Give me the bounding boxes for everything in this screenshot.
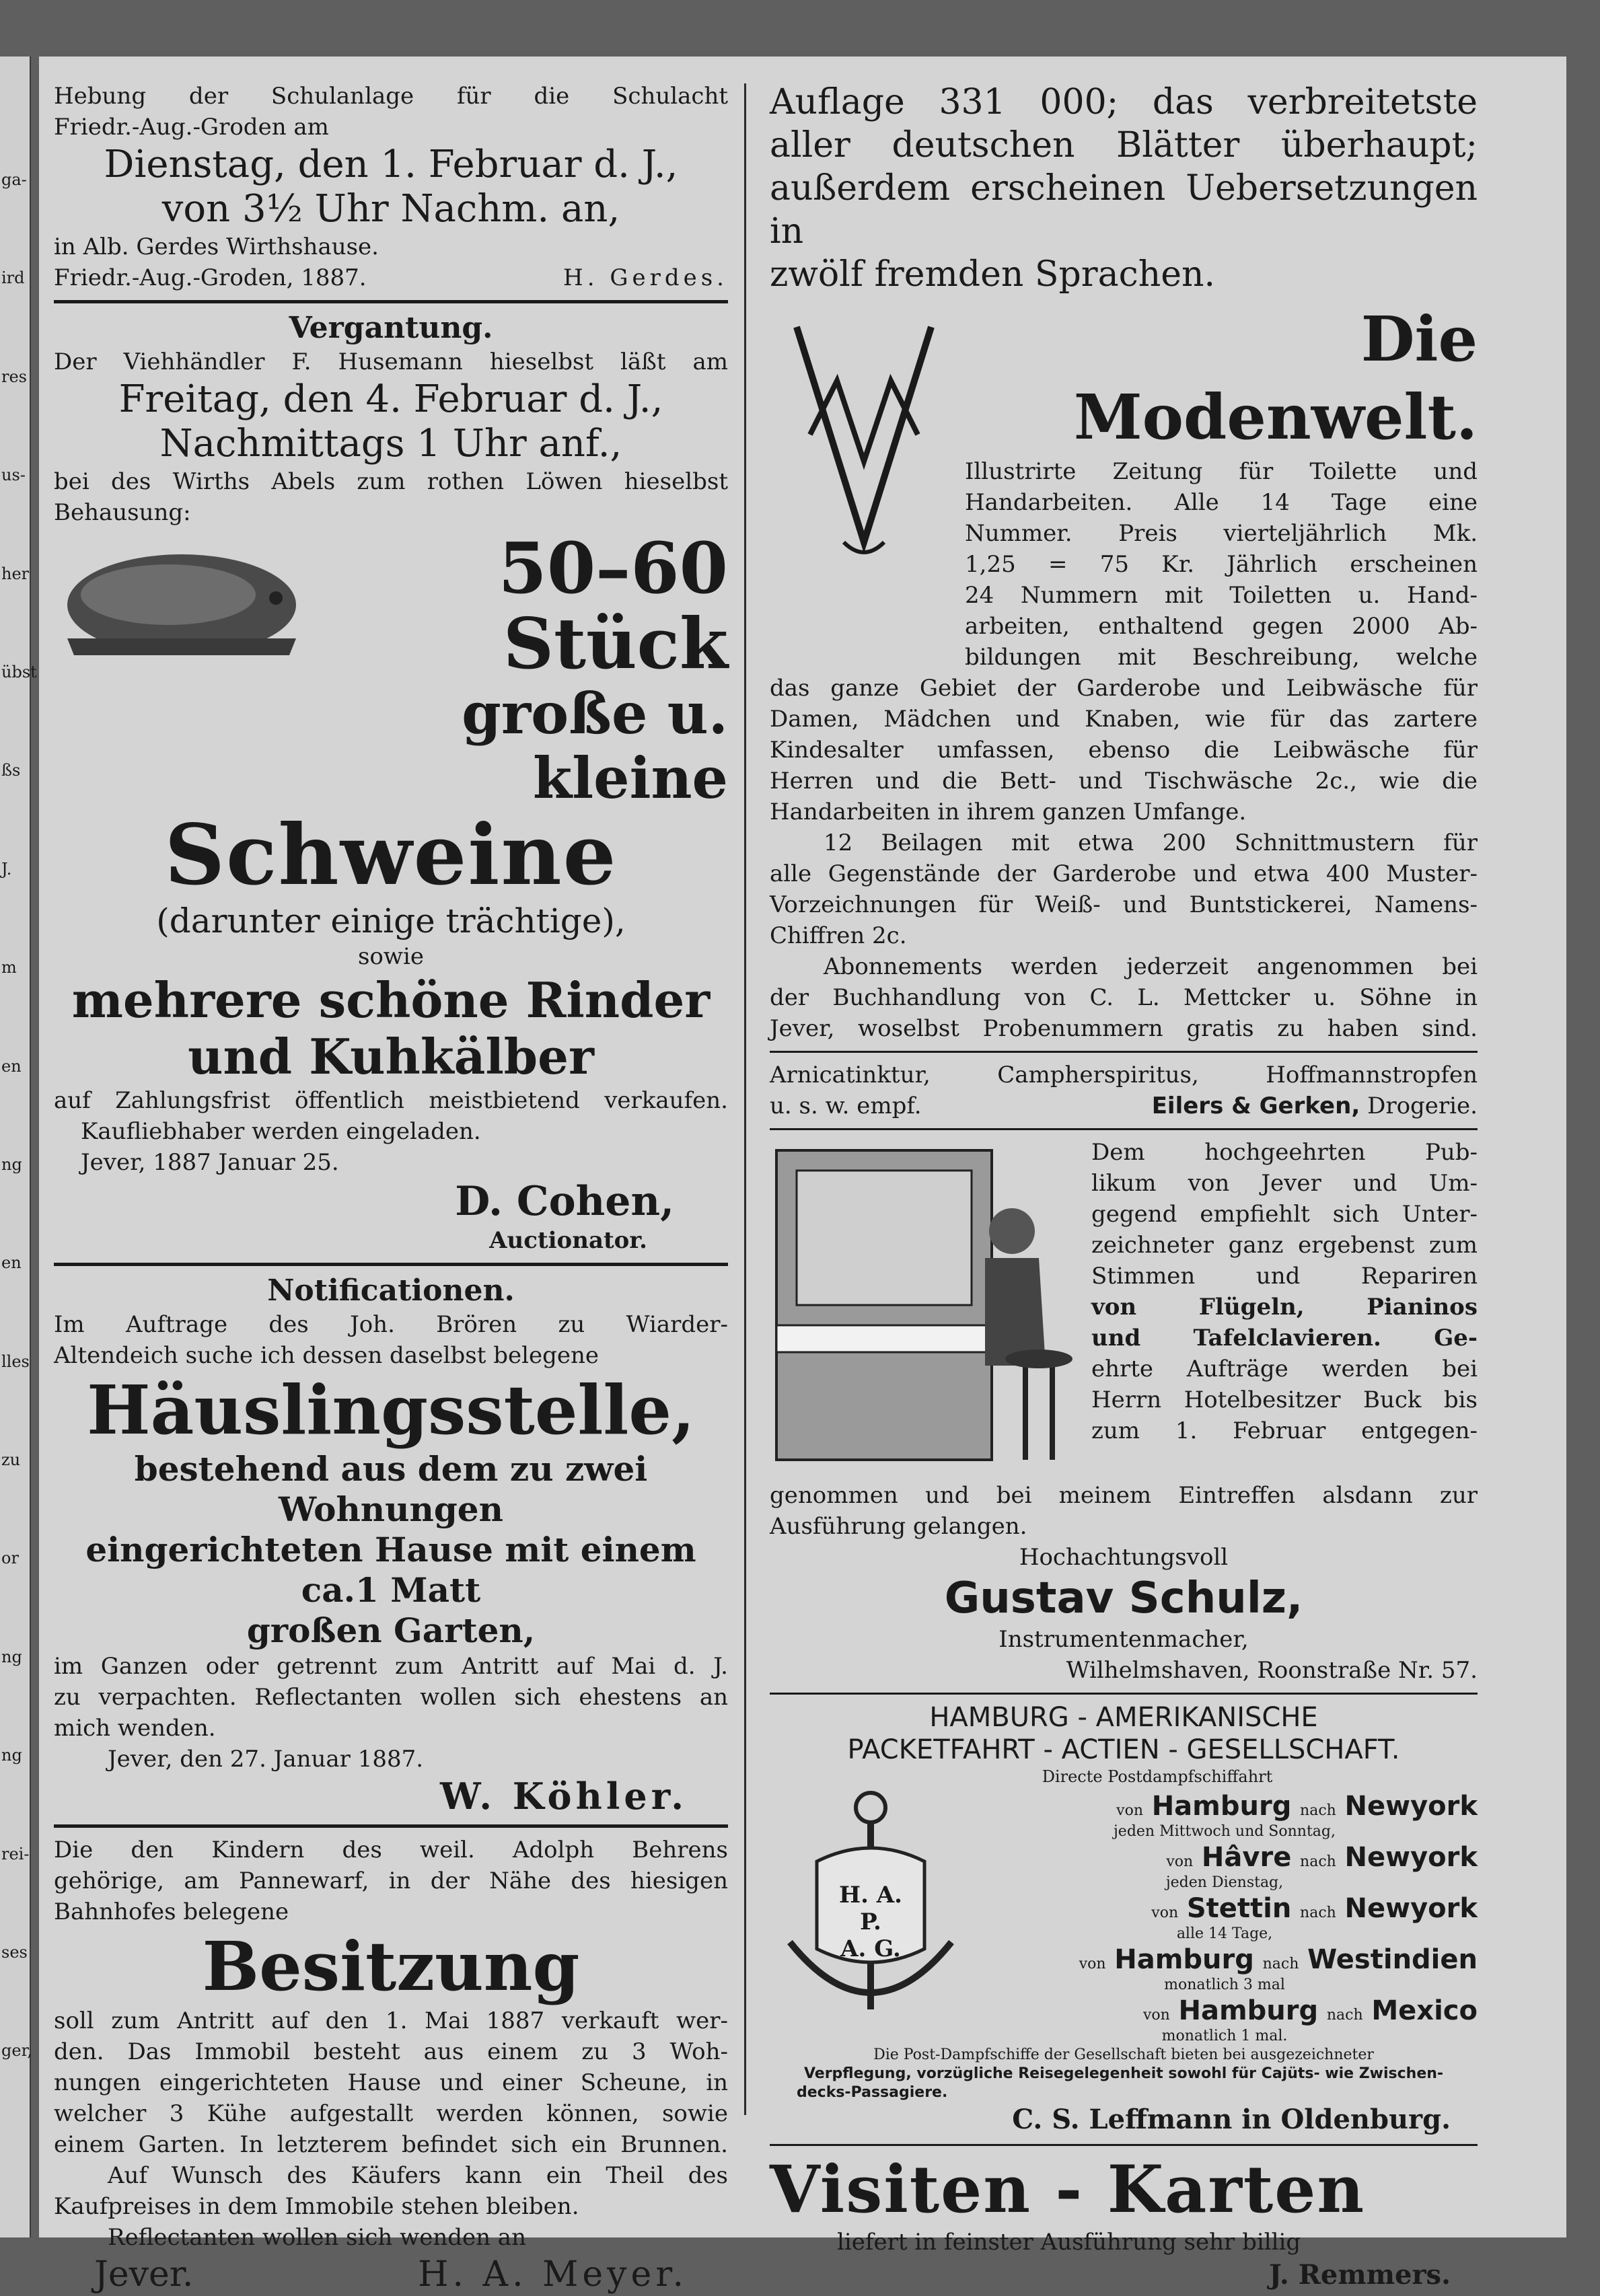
margin-fragment: J. (1, 859, 12, 879)
margin-fragment: res (1, 367, 27, 386)
left-column (54, 81, 728, 2296)
event-date: Freitag, den 4. Februar d. J., (118, 377, 663, 421)
text-line: bestehend aus dem zu zwei Wohnungen (134, 1449, 648, 1529)
margin-fragment: rei- (1, 1844, 30, 1863)
trade: Instrumentenmacher, (998, 1626, 1249, 1653)
ad-gerdes (54, 81, 728, 293)
text-line: zu verpachten. Reflectanten wollen sich ehestens an (54, 1684, 728, 1711)
signature-row (54, 2253, 728, 2296)
text-line: das ganze Gebiet der Garderobe und Leibwäsche für (770, 675, 1478, 702)
signature: J. Remmers. (1269, 2259, 1451, 2291)
hapag-anchor-logo-icon (770, 1787, 972, 2043)
pig-block (54, 527, 728, 811)
text-line: und Tafelclavieren. Ge- (1091, 1325, 1478, 1351)
text-line: likum von Jever und Um- (1091, 1170, 1478, 1197)
route-frequency: alle 14 Tage, (1176, 1925, 1273, 1942)
signature: H. Gerdes. (563, 264, 728, 291)
signature: H. A. Meyer. (418, 2254, 688, 2295)
signature: W. Köhler. (439, 1775, 688, 1818)
firm-name: Eilers & Gerken, (1151, 1093, 1360, 1119)
text-line: alle Gegenstände der Garderobe und etwa 400 Muster- (770, 860, 1478, 887)
text-line: Ausführung gelangen. (770, 1513, 1027, 1540)
dateline: Friedr.-Aug.-Groden, 1887. (54, 264, 367, 291)
cattle-headline: mehrere schöne Rinder (71, 971, 711, 1029)
text-line: Altendeich suche ich dessen daselbst belegene (54, 1342, 599, 1369)
route-to: Newyork (1344, 1791, 1478, 1822)
margin-fragment: lles (1, 1351, 30, 1371)
visiting-cards-title: Visiten - Karten (770, 2151, 1366, 2227)
margin-fragment: en (1, 1253, 22, 1273)
signature: D. Cohen, (455, 1178, 674, 1225)
text-line: arbeiten, enthaltend gegen 2000 Ab- (965, 613, 1478, 640)
text-line: Auf Wunsch des Käufers kann ein Theil des (108, 2162, 728, 2189)
property-headline: Besitzung (202, 1927, 580, 2006)
text-line: Die den Kindern des weil. Adolph Behrens (54, 1837, 728, 1863)
text-line: bildungen mit Beschreibung, welche (965, 644, 1478, 671)
ad-cohen (54, 310, 728, 1256)
ad-modenwelt (770, 81, 1478, 1044)
count-headline: 50–60 Stück (498, 527, 728, 685)
modenwelt-title: Die Modenwelt. (1073, 303, 1478, 453)
margin-fragment: ng (1, 1647, 22, 1666)
route-row: von Hamburg nach Mexico monatlich 1 mal. (972, 1995, 1478, 2046)
ad-schulz (770, 1137, 1478, 1686)
text-line: großen Garten, (246, 1610, 536, 1650)
text-line: Behausung: (54, 499, 191, 526)
text-line: Bahnhofes belegene (54, 1898, 289, 1925)
text-line: Chiffren 2c. (770, 922, 907, 949)
divider (54, 1824, 728, 1828)
route-row: von Hamburg nach Newyork jeden Mittwoch und Sonntag, (972, 1790, 1478, 1841)
route-frequency: monatlich 1 mal. (1161, 2028, 1288, 2044)
divider (54, 1263, 728, 1266)
text-line: zwölf fremden Sprachen. (770, 254, 1216, 295)
text-line: Dem hochgeehrten Pub- (1091, 1139, 1478, 1166)
text-line: gegend empfiehlt sich Unter- (1091, 1201, 1478, 1228)
margin-fragment: ßs (1, 761, 21, 780)
text-line: im Ganzen oder getrennt zum Antritt auf Mai d. J. (54, 1653, 728, 1680)
margin-fragment: en (1, 1056, 22, 1076)
text-line: sowie (357, 943, 424, 970)
text-line: Kaufpreises in dem Immobile stehen bleiben. (54, 2193, 579, 2220)
margin-fragment: ng (1, 1746, 22, 1765)
text-line: eingerichteten Hause mit einem ca.1 Matt (85, 1530, 696, 1610)
margin-fragment: us- (1, 466, 26, 485)
text-line: Reflectanten wollen sich wenden an (108, 2224, 526, 2251)
company-name: HAMBURG - AMERIKANISCHE (929, 1702, 1318, 1733)
text-line: welcher 3 Kühe aufgestallt werden können, sowie (54, 2100, 728, 2127)
pig-illustration-icon (54, 531, 310, 665)
margin-fragment: or (1, 1549, 19, 1568)
logo-letters: H. A. (838, 1882, 902, 1909)
text-line: Arnicatinktur, Campherspiritus, Hoffmannstropfen (770, 1062, 1478, 1088)
text-line: den. Das Immobil besteht aus einem zu 3 Woh- (54, 2038, 728, 2065)
text-line: Illustrirte Zeitung für Toilette und (965, 458, 1478, 485)
text-line: nungen eingerichteten Hause und einer Scheune, in (54, 2069, 728, 2096)
text-line: mich wenden. (54, 1715, 216, 1742)
ad-heading: Notificationen. (267, 1273, 515, 1308)
margin-fragment: übst (1, 662, 37, 681)
text-line: einem Garten. In letzterem befindet sich ein Brunnen. (54, 2131, 728, 2158)
margin-fragment: ng (1, 1154, 22, 1174)
text-line: u. s. w. empf. (770, 1093, 922, 1119)
text-line: Im Auftrage des Joh. Brören zu Wiarder- (54, 1311, 728, 1338)
text-line: Handarbeiten in ihrem ganzen Umfange. (770, 799, 1247, 825)
text-line: zum 1. Februar entgegen- (1091, 1417, 1478, 1444)
text-line: in Alb. Gerdes Wirthshause. (54, 233, 379, 260)
text-line: aller deutschen Blätter überhaupt; (770, 125, 1478, 165)
text-line: (darunter einige trächtige), (156, 901, 626, 940)
ad-eilers (770, 1060, 1478, 1121)
text-line: Herren und die Bett- und Tischwäsche 2c., wie die (770, 768, 1478, 794)
margin-fragment: ger, (1, 2041, 33, 2061)
text-line: Der Viehhändler F. Husemann hieselbst läßt am (54, 348, 728, 375)
divider (54, 300, 728, 303)
text-line: soll zum Antritt auf den 1. Mai 1887 verkauft wer- (54, 2007, 728, 2034)
text-line: Jever, woselbst Probenummern gratis zu haben sind. (770, 1015, 1478, 1042)
text-line: decks-Passagiere. (797, 2084, 948, 2101)
ad-hapag (770, 1701, 1478, 2137)
margin-fragment: zu (1, 1450, 21, 1470)
service-line: Directe Postdampfschiffahrt (1042, 1767, 1273, 1786)
ad-koehler (54, 1273, 728, 1818)
text-line: Handarbeiten. Alle 14 Tage eine (965, 489, 1478, 516)
text-line: Stimmen und Repariren (1091, 1263, 1478, 1290)
dateline: Jever, 1887 Januar 25. (81, 1149, 339, 1176)
route-row: von Stettin nach Newyork alle 14 Tage, (972, 1892, 1478, 1943)
logo-letters: A. G. (840, 1935, 901, 1962)
signature-role: Auctionator. (489, 1227, 647, 1254)
event-time: von 3½ Uhr Nachm. an, (161, 187, 620, 231)
route-from: Stettin (1186, 1893, 1292, 1924)
margin-fragment: her (1, 564, 30, 583)
animal-headline: Schweine (164, 807, 618, 904)
dateline: Jever, den 27. Januar 1887. (108, 1746, 424, 1773)
text-line: Friedr.-Aug.-Groden am (54, 114, 329, 141)
greeting: Hochachtungsvoll (1019, 1544, 1229, 1571)
text-line: Kaufliebhaber werden eingeladen. (81, 1118, 481, 1145)
text-line: Damen, Mädchen und Knaben, wie für das zartere (770, 706, 1478, 733)
column-divider (744, 83, 746, 2115)
margin-fragment: m (1, 958, 17, 977)
text-line: auf Zahlungsfrist öffentlich meistbietend verkaufen. (54, 1087, 728, 1114)
text-line: liefert in feinster Ausführung sehr billig (837, 2229, 1301, 2256)
text-line: 24 Nummern mit Toiletten u. Hand- (965, 582, 1478, 609)
modenwelt-header (770, 300, 1478, 673)
route-to: Mexico (1371, 1995, 1478, 2026)
size-headline: große u. kleine (462, 680, 728, 811)
ad-heading: Vergantung. (289, 311, 493, 345)
text-line: Kindesalter umfassen, ebenso die Leibwäsche für (770, 737, 1478, 764)
piano-player-illustration-icon (770, 1137, 1086, 1480)
text-line: der Buchhandlung von C. L. Mettcker u. Söhne in (770, 984, 1478, 1011)
margin-fragment: ird (1, 268, 25, 288)
agent: C. S. Leffmann in Oldenburg. (1012, 2104, 1451, 2135)
text-line: Die Post-Dampfschiffe der Gesellschaft bieten bei ausgezeichneter (873, 2046, 1374, 2063)
company-name: PACKETFAHRT - ACTIEN - GESELLSCHAFT. (847, 1734, 1400, 1765)
ad-meyer (54, 1835, 728, 2296)
margin-fragment: ses (1, 1943, 28, 1962)
route-from: Hamburg (1151, 1791, 1292, 1822)
event-date: Dienstag, den 1. Februar d. J., (104, 143, 678, 186)
address: Wilhelmshaven, Roonstraße Nr. 57. (1066, 1657, 1478, 1684)
route-row: von Hamburg nach Westindien monatlich 3 mal (972, 1943, 1478, 1995)
signature: Gustav Schulz, (944, 1573, 1303, 1623)
event-time: Nachmittags 1 Uhr anf., (159, 422, 622, 466)
modenwelt-monogram-icon (770, 300, 958, 569)
text-line: genommen und bei meinem Eintreffen alsdann zur (770, 1482, 1478, 1509)
left-page-edge (0, 57, 37, 2237)
route-frequency: monatlich 3 mal (1164, 1976, 1285, 1993)
text-line (770, 1090, 1478, 1121)
route-frequency: jeden Dienstag, (1165, 1874, 1284, 1891)
text-line: 1,25 = 75 Kr. Jährlich erscheinen (965, 551, 1478, 578)
property-headline: Häuslingsstelle, (87, 1370, 695, 1450)
divider (770, 2144, 1478, 2146)
right-column (770, 81, 1478, 2293)
margin-fragment: ga- (1, 170, 27, 189)
newspaper-page (39, 57, 1566, 2295)
text-line: Abonnements werden jederzeit angenommen bei (824, 953, 1478, 980)
divider (770, 1051, 1478, 1053)
text-line: von Flügeln, Pianinos (1091, 1294, 1478, 1321)
text-line: 12 Beilagen mit etwa 200 Schnittmustern für (824, 829, 1478, 856)
text-line: Herrn Hotelbesitzer Buck bis (1091, 1386, 1478, 1413)
text-line: Verpflegung, vorzügliche Reisegelegenheit sowohl für Cajüts- wie Zwischen- (803, 2065, 1444, 2082)
divider (770, 1693, 1478, 1695)
route-frequency: jeden Mittwoch und Sonntag, (1113, 1823, 1336, 1840)
route-to: Newyork (1344, 1893, 1478, 1924)
signature-row (54, 262, 728, 293)
place: Jever. (94, 2254, 194, 2295)
text-line: zeichneter ganz ergebenst zum (1091, 1232, 1478, 1259)
text-line: Nummer. Preis vierteljährlich Mk. (965, 520, 1478, 547)
text-line: ehrte Aufträge werden bei (1091, 1356, 1478, 1382)
route-from: Hamburg (1178, 1995, 1319, 2026)
text-line: Hebung der Schulanlage für die Schulacht (54, 83, 728, 110)
route-to: Newyork (1344, 1842, 1478, 1873)
cattle-headline: und Kuhkälber (188, 1028, 594, 1085)
text-line: gehörige, am Pannewarf, in der Nähe des hiesigen (54, 1867, 728, 1894)
divider (770, 1128, 1478, 1130)
ad-remmers (770, 2153, 1478, 2293)
text-line: bei des Wirths Abels zum rothen Löwen hieselbst (54, 468, 728, 495)
route-to: Westindien (1307, 1944, 1478, 1975)
route-from: Hamburg (1114, 1944, 1254, 1975)
route-list (972, 1787, 1478, 2046)
logo-letters: P. (860, 1909, 881, 1935)
firm-kind: Drogerie. (1367, 1093, 1478, 1119)
text-line: Auflage 331 000; das verbreitetste (770, 82, 1478, 122)
text-line: Vorzeichnungen für Weiß- und Buntstickerei, Namens- (770, 891, 1478, 918)
text-line: außerdem erscheinen Uebersetzungen in (770, 168, 1478, 252)
route-row: von Hâvre nach Newyork jeden Dienstag, (972, 1841, 1478, 1892)
route-from: Hâvre (1201, 1842, 1292, 1873)
